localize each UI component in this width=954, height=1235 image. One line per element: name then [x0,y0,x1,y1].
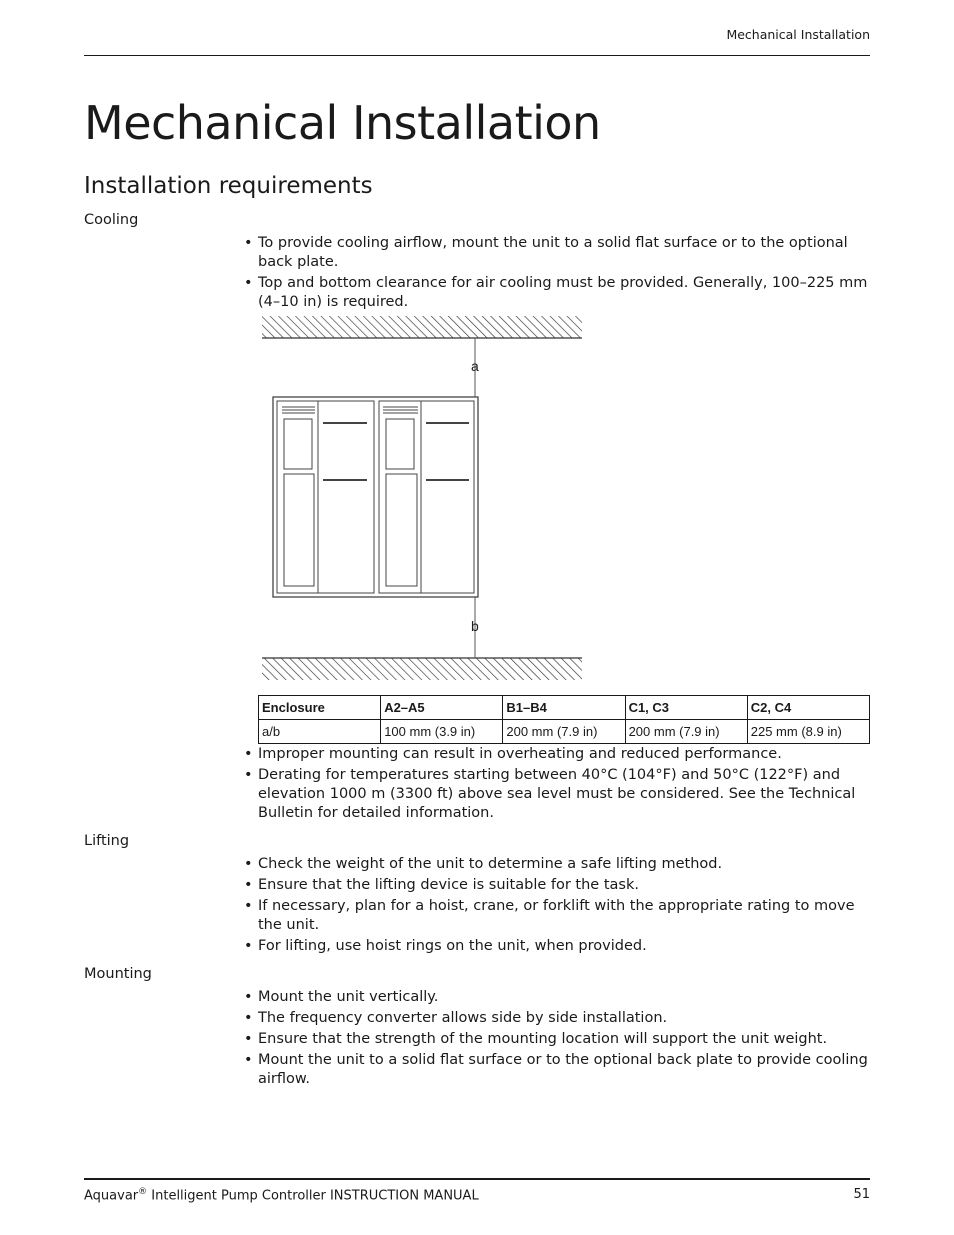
list-item: • If necessary, plan for a hoist, crane, or forklift with the appropriate rating to move the unit. [244,897,870,935]
table-header-cell: Enclosure [259,696,381,720]
table-header-cell: C1, C3 [625,696,747,720]
list-item: • For lifting, use hoist rings on the unit, when provided. [244,937,870,956]
table-header-cell: A2–A5 [381,696,503,720]
footer-title-text: Intelligent Pump Controller INSTRUCTION MANUAL [147,1188,479,1204]
list-item: • Top and bottom clearance for air cooling must be provided. Generally, 100–225 mm (4–10 in) is required. [244,274,870,312]
cooling-bullets-after [244,745,870,825]
table-cell: a/b [259,720,381,744]
chapter-title: Mechanical Installation [84,96,601,150]
lifting-heading: Lifting [84,833,130,849]
running-header: Mechanical Installation [726,27,870,42]
lifting-bullets [244,855,870,958]
list-item: • Ensure that the lifting device is suitable for the task. [244,876,870,895]
floor-hatch [262,658,582,680]
list-item: • To provide cooling airflow, mount the unit to a solid flat surface or to the optional back plate. [244,234,870,272]
ceiling-hatch [262,316,582,338]
mounting-bullets [244,988,870,1091]
table-header-cell: C2, C4 [747,696,869,720]
cooling-clearance-figure [258,313,588,685]
list-item: • Check the weight of the unit to determine a safe lifting method. [244,855,870,874]
drive-units-outline [273,397,478,597]
table-header-cell: B1–B4 [503,696,625,720]
table-cell: 100 mm (3.9 in) [381,720,503,744]
header-rule [84,55,870,56]
dimension-label-a: a [471,358,479,374]
footer-rule [84,1178,870,1180]
list-item: • Mount the unit vertically. [244,988,870,1007]
table-cell: 225 mm (8.9 in) [747,720,869,744]
footer-manual-title [84,1187,479,1203]
list-item: • Derating for temperatures starting between 40°C (104°F) and 50°C (122°F) and elevation 1000 m (3300 ft) above sea level must be considered. See the Technical Bulletin for detailed information. [244,766,870,823]
cooling-bullets-before [244,234,870,314]
list-item: • Mount the unit to a solid flat surface or to the optional back plate to provide cooling airflow. [244,1051,870,1089]
trademark-symbol: ® [138,1187,148,1197]
table-cell: 200 mm (7.9 in) [625,720,747,744]
mounting-heading: Mounting [84,966,152,982]
cooling-heading: Cooling [84,212,139,228]
section-title: Installation requirements [84,173,373,199]
dimension-label-b: b [471,618,479,634]
table-row [259,720,870,744]
footer-brand: Aquavar [84,1188,139,1204]
list-item: • Ensure that the strength of the mounting location will support the unit weight. [244,1030,870,1049]
page-number: 51 [853,1187,870,1202]
list-item: • Improper mounting can result in overheating and reduced performance. [244,745,870,764]
clearance-table [258,695,870,744]
table-cell: 200 mm (7.9 in) [503,720,625,744]
list-item: • The frequency converter allows side by side installation. [244,1009,870,1028]
table-header-row [259,696,870,720]
